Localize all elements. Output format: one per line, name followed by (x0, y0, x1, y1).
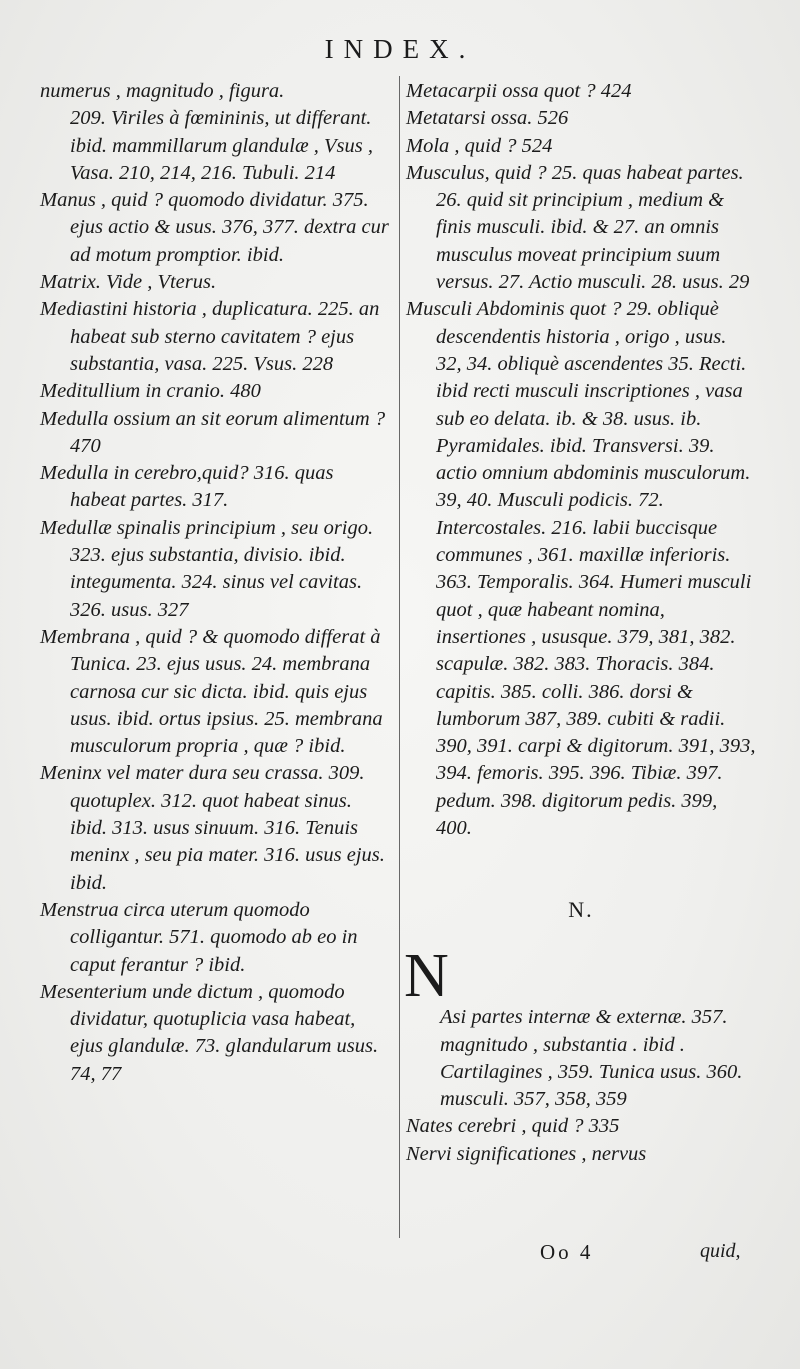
index-entry-mesenterium: Mesenterium unde dictum , quomodo dividatur, quotuplicia vasa habeat, ejus glandulæ. 73. glandularum usus. 74, 77 (40, 980, 379, 1085)
index-entry-menstrua: Menstrua circa uterum quomodo colligantur. 571. quomodo ab eo in caput ferantur ? ibid. (40, 898, 358, 976)
index-entry-nasi (404, 941, 756, 1114)
left-column (40, 78, 392, 1088)
index-entry-medulla-cerebro: Medulla in cerebro,quid? 316. quas habeat partes. 317. (40, 462, 334, 512)
dropcap-letter: N (404, 941, 449, 1010)
dropcap-text: Asi partes internæ & externæ. 357. magnitudo , substantia . ibid . Cartilagines , 359. Tunica usus. 360. musculi. 357, 358, 359 (440, 1006, 743, 1111)
section-letter: N. (568, 897, 594, 923)
catchword: quid, (700, 1240, 741, 1262)
index-entry-musculi-abdominis: Musculi Abdominis quot ? 29. obliquè descendentis historia , origo , usus. 32, 34. obliquè ascendentes 35. Recti. ibid recti musculi inscriptiones , vasa sub eo delata. ib. & 38. usus. ib. Pyramidales. ibid. Transversi. 39. actio omnium abdominis musculorum. 39, 40. Musculi podicis. 72. Intercostales. 216. labii buccisque communes , 361. maxillæ inferioris. 363. Temporalis. 364. Humeri musculi quot , quæ habeant nomina, insertiones , ususque. 379, 381, 382. scapulæ. 382. 383. Thoracis. 384. capitis. 385. colli. 386. dorsi & lumborum 387, 389. cubiti & radii. 390, 391. carpi & digitorum. 391, 393, 394. femoris. 395. 396. Tibiæ. 397. pedum. 398. digitorum pedis. 399, 400. (406, 298, 756, 840)
index-entry-meditullium: Meditullium in cranio. 480 (40, 380, 261, 403)
index-entry-metatarsi: Metatarsi ossa. 526 (406, 107, 569, 130)
column-divider (399, 76, 400, 1238)
index-entry-meninx: Meninx vel mater dura seu crassa. 309. quotuplex. 312. quot habeat sinus. ibid. 313. usus sinuum. 316. Tenuis meninx , seu pia mater. 316. usus ejus. ibid. (40, 762, 385, 894)
index-entry-medullae-spinalis: Medullæ spinalis principium , seu origo. 323. ejus substantia, divisio. ibid. integumenta. 324. sinus vel cavitas. 326. usus. 327 (40, 516, 374, 621)
page-header: INDEX. (324, 34, 476, 64)
index-entry-membrana: Membrana , quid ? & quomodo differat à Tunica. 23. ejus usus. 24. membrana carnosa cur sic dicta. ibid. quis ejus usus. ibid. ortus ipsius. 25. membrana musculorum propria , quæ ? ibid. (40, 625, 383, 758)
index-entry-nates: Nates cerebri , quid ? 335 (406, 1115, 620, 1138)
right-column (406, 78, 756, 1168)
index-entry-mola: Mola , quid ? 524 (406, 134, 553, 157)
index-entry-manus: Manus , quid ? quomodo dividatur. 375. ejus actio & usus. 376, 377. dextra cur ad motum promptior. ibid. (40, 189, 389, 266)
index-entry-metacarpii: Metacarpii ossa quot ? 424 (406, 80, 632, 102)
signature-mark: Oo 4 (540, 1240, 594, 1264)
index-entry-matrix: Matrix. Vide , Vterus. (40, 271, 217, 294)
index-entry-mediastini: Mediastini historia , duplicatura. 225. an habeat sub sterno cavitatem ? ejus substantia, vasa. 225. Vsus. 228 (40, 298, 380, 375)
index-entry-nervi: Nervi significationes , nervus (406, 1142, 647, 1165)
index-entry-medulla-ossium: Medulla ossium an sit eorum alimentum ? 470 (40, 407, 386, 457)
index-entry-musculus: Musculus, quid ? 25. quas habeat partes. 26. quid sit principium , medium & finis musculi. ibid. & 27. an omnis musculus moveat principium suum versus. 27. Actio musculi. 28. usus. 29 (406, 161, 750, 294)
index-entry-numerus: numerus , magnitudo , figura. 209. Viriles à fœmininis, ut differant. ibid. mammillarum glandulæ , Vsus , Vasa. 210, 214, 216. Tubuli. 214 (40, 80, 373, 184)
